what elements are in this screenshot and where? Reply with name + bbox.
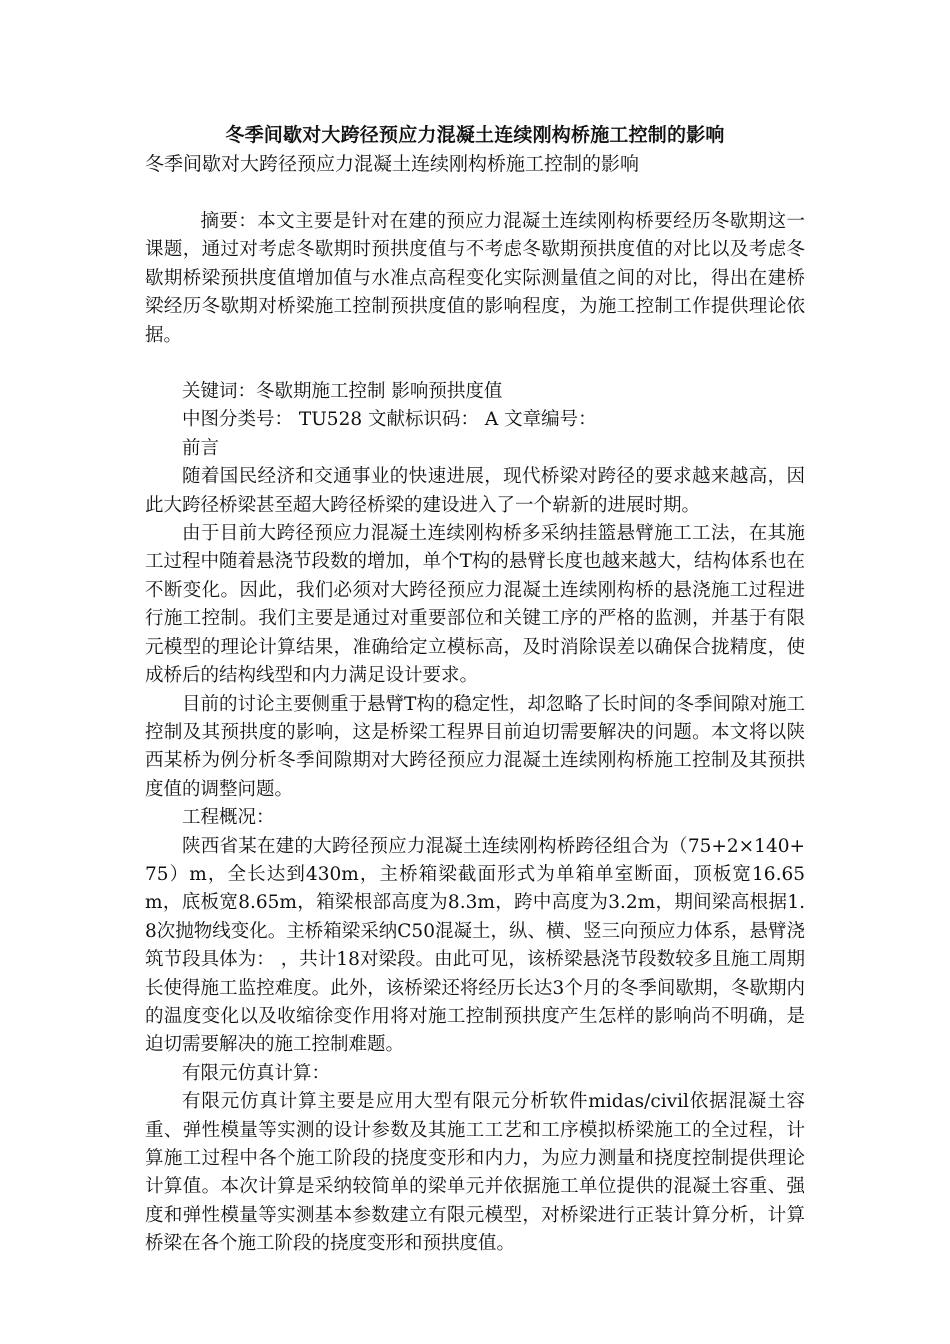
preface-paragraph-2: 由于目前大跨径预应力混凝土连续刚构桥多采纳挂篮悬臂施工工法，在其施工过程中随着悬浇节段数的增加，单个T构的悬臂长度也越来越大，结构体系也在不断变化。因此，我们必须对大跨径预应力混凝土连续刚构桥的悬浇施工过程进行施工控制。我们主要是通过对重要部位和关键工序的严格的监测，并基于有限元模型的理论计算结果，准确给定立模标高，及时消除误差以确保合拢精度，使成桥后的结构线型和内力满足设计要求。 xyxy=(145,523,805,687)
abstract-paragraph: 摘要：本文主要是针对在建的预应力混凝土连续刚构桥要经历冬歇期这一课题，通过对考虑冬歇期时预拱度值与不考虑冬歇期预拱度值的对比以及考虑冬歇期桥梁预拱度值增加值与水准点高程变化实际测量值之间的对比，得出在建桥梁经历冬歇期对桥梁施工控制预拱度值的影响程度，为施工控制工作提供理论依据。 xyxy=(145,211,805,346)
document-subtitle: 冬季间歇对大跨径预应力混凝土连续刚构桥施工控制的影响 xyxy=(145,153,640,175)
preface-paragraph-3: 目前的讨论主要侧重于悬臂T构的稳定性，却忽略了长时间的冬季间隙对施工控制及其预拱度的影响，这是桥梁工程界目前迫切需要解决的问题。本文将以陕西某桥为例分析冬季间隙期对大跨径预应力混凝土连续刚构桥施工控制及其预拱度值的调整问题。 xyxy=(145,693,805,800)
project-paragraph-1: 陕西省某在建的大跨径预应力混凝土连续刚构桥跨径组合为（75+2×140+75）m，全长达到430m，主桥箱梁截面形式为单箱单室断面，顶板宽16.65m，底板宽8.65m，箱梁根部高度为8.3m，跨中高度为3.2m，期间梁高根据1.8次抛物线变化。主桥箱梁采纳C50混凝土，纵、横、竖三向预应力体系，悬臂浇筑节段具体为： ，共计18对梁段。由此可见，该桥梁悬浇节段数较多且施工周期长使得施工监控难度。此外，该桥梁还将经历长达3个月的冬季间歇期，冬歇期内的温度变化以及收缩徐变作用将对施工控制预拱度产生怎样的影响尚不明确，是迫切需要解决的施工控制难题。 xyxy=(145,835,805,1056)
document-title: 冬季间歇对大跨径预应力混凝土连续刚构桥施工控制的影响 xyxy=(225,124,725,146)
keywords-line: 关键词：冬歇期施工控制 影响预拱度值 xyxy=(182,381,503,403)
preface-heading: 前言 xyxy=(182,437,220,459)
project-heading: 工程概况： xyxy=(182,807,275,829)
fem-heading: 有限元仿真计算： xyxy=(182,1062,331,1084)
fem-paragraph-1: 有限元仿真计算主要是应用大型有限元分析软件midas/civil依据混凝土容重、弹性模量等实测的设计参数及其施工工艺和工序模拟桥梁施工的全过程，计算施工过程中各个施工阶段的挠度变形和内力，为应力测量和挠度控制提供理论计算值。本次计算是采纳较简单的梁单元并依据施工单位提供的混凝土容重、强度和弹性模量等实测基本参数建立有限元模型，对桥梁进行正装计算分析，计算桥梁在各个施工阶段的挠度变形和预拱度值。 xyxy=(145,1091,805,1255)
preface-paragraph-1: 随着国民经济和交通事业的快速进展，现代桥梁对跨径的要求越来越高，因此大跨径桥梁甚至超大跨径桥梁的建设进入了一个崭新的进展时期。 xyxy=(145,466,805,516)
document-page xyxy=(145,120,805,1259)
classification-line: 中图分类号： TU528 文献标识码： A 文章编号： xyxy=(182,409,597,431)
